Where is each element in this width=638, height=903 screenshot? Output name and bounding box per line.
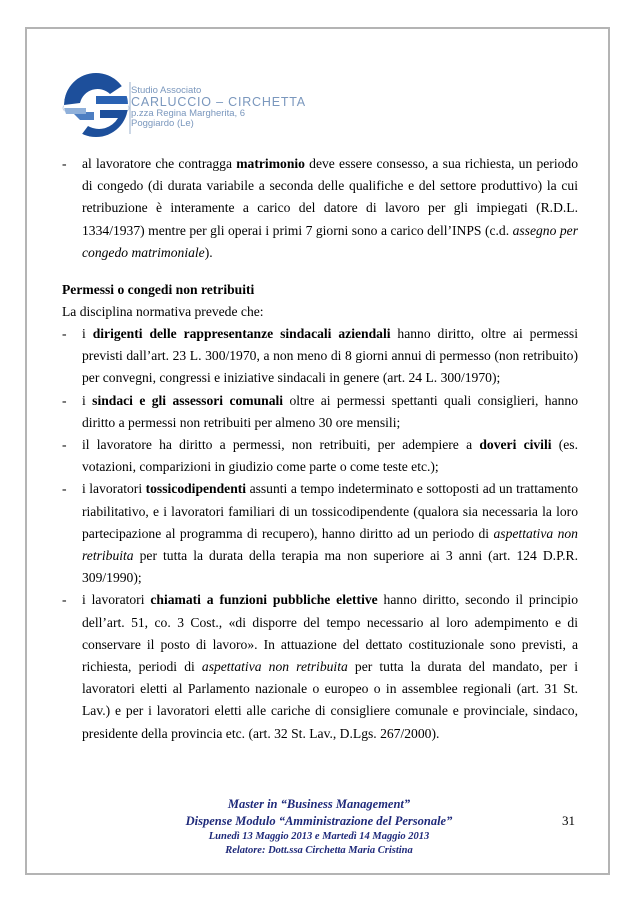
document-body bbox=[62, 153, 578, 745]
text-run: (es. votazioni, comparizioni in giudizio come parte o come teste etc.); bbox=[82, 437, 578, 475]
footer-course-title: Master in “Business Management” bbox=[227, 797, 411, 811]
list-bullet: - bbox=[62, 481, 67, 497]
logo-line-4: Poggiardo (Le) bbox=[131, 118, 194, 130]
list-bullet: - bbox=[62, 326, 67, 342]
italic-text: aspettativa non retribuita bbox=[82, 525, 578, 564]
list-bullet: - bbox=[62, 156, 67, 171]
bold-text: tossicodipendenti bbox=[145, 481, 247, 497]
list-item bbox=[62, 323, 578, 390]
text-run: deve essere consesso, a sua richiesta, un periodo di congedo (di durata variabile a seconda delle qualifiche e del settore produttivo) la cui retribuzione è interamente a carico del datore di lavoro per gli impiegati (R.D.L. 1334/1937) mentre per gli operai i primi 7 giorni sono a carico dell’INPS (c.d. bbox=[82, 156, 578, 238]
logo-line-3: p.zza Regina Margherita, 6 bbox=[131, 108, 246, 120]
text-run: assunti a tempo indeterminato e sottoposti ad un trattamento riabilitativo, e i lavoratori familiari di un tossicodipendente (qualora sia necessaria la loro partecipazione al programma di recupero), hanno diritto ad un periodo di bbox=[82, 481, 578, 541]
footer bbox=[0, 796, 638, 858]
logo-line-2: CARLUCCIO – CIRCHETTA bbox=[131, 94, 306, 109]
bold-text: chiamati a funzioni pubbliche elettive bbox=[150, 592, 378, 608]
footer-dates: Lunedì 13 Maggio 2013 e Martedì 14 Maggio 2013 bbox=[208, 831, 430, 842]
logo-text bbox=[131, 86, 306, 129]
text-run: al lavoratore che contragga bbox=[82, 156, 237, 171]
rights-list bbox=[62, 323, 578, 745]
text-run: i bbox=[82, 392, 93, 408]
list-bullet: - bbox=[62, 592, 67, 608]
list-bullet: - bbox=[62, 392, 67, 408]
italic-text: assegno per congedo matrimoniale bbox=[82, 222, 578, 260]
list-item bbox=[62, 434, 578, 478]
list-item bbox=[62, 589, 578, 744]
bold-text: sindaci e gli assessori comunali bbox=[92, 392, 284, 408]
page-number: 31 bbox=[562, 813, 575, 828]
text-run: il lavoratore ha diritto a permessi, non retribuiti, per adempiere a bbox=[82, 437, 480, 453]
footer-module-title: Dispense Modulo “Amministrazione del Personale” bbox=[185, 814, 453, 828]
list-bullet: - bbox=[62, 437, 67, 453]
logo-line-1: Studio Associato bbox=[131, 85, 202, 96]
text-run: hanno diritto, oltre ai permessi previsti dall’art. 23 L. 300/1970, a non meno di 8 giorni annui di permesso (non retribuito) per convegni, congressi e iniziative sindacali in genere (art. 24 L. 300/1970); bbox=[82, 326, 578, 386]
italic-text: aspettativa non retribuita bbox=[201, 659, 348, 675]
bold-text: dirigenti delle rappresentanze sindacali aziendali bbox=[92, 326, 391, 342]
list-item bbox=[62, 153, 578, 264]
text-run: per tutta la durata del mandato, per i lavoratori eletti al Parlamento nazionale o europeo o in assemblee regionali (art. 31 St. Lav.) e per i lavoratori eletti alle cariche di consigliere comunale e provinciale, sindaco, presidente della provincia etc. (art. 32 St. Lav., D.Lgs. 267/2000). bbox=[82, 659, 579, 741]
list-item bbox=[62, 478, 578, 589]
top-list bbox=[62, 153, 578, 264]
text-run: per tutta la durata della terapia ma non superiore ai 3 anni (art. 124 D.P.R. 309/1990); bbox=[82, 548, 578, 586]
text-run: oltre ai permessi spettanti quali consiglieri, hanno diritto a permessi non retribuiti per almeno 30 ore mensili; bbox=[82, 392, 578, 430]
section-heading: Permessi o congedi non retribuiti bbox=[62, 282, 255, 298]
section-intro: La disciplina normativa prevede che: bbox=[62, 304, 264, 320]
text-run: ). bbox=[204, 244, 213, 260]
text-run: i lavoratori bbox=[82, 592, 151, 608]
bold-text: doveri civili bbox=[479, 437, 552, 453]
text-run: i lavoratori bbox=[82, 481, 146, 497]
list-item bbox=[62, 390, 578, 434]
footer-speaker: Relatore: Dott.ssa Circhetta Maria Cristina bbox=[225, 845, 413, 856]
bold-text: matrimonio bbox=[236, 156, 305, 171]
text-run: hanno diritto, secondo il principio dell’art. 51, co. 3 Cost., «di disporre del tempo necessario al loro adempimento e di conservare il posto di lavoro». In attuazione del dettato costituzionale sono previsti, a richiesta, periodi di bbox=[82, 592, 578, 675]
text-run: i bbox=[82, 326, 93, 342]
